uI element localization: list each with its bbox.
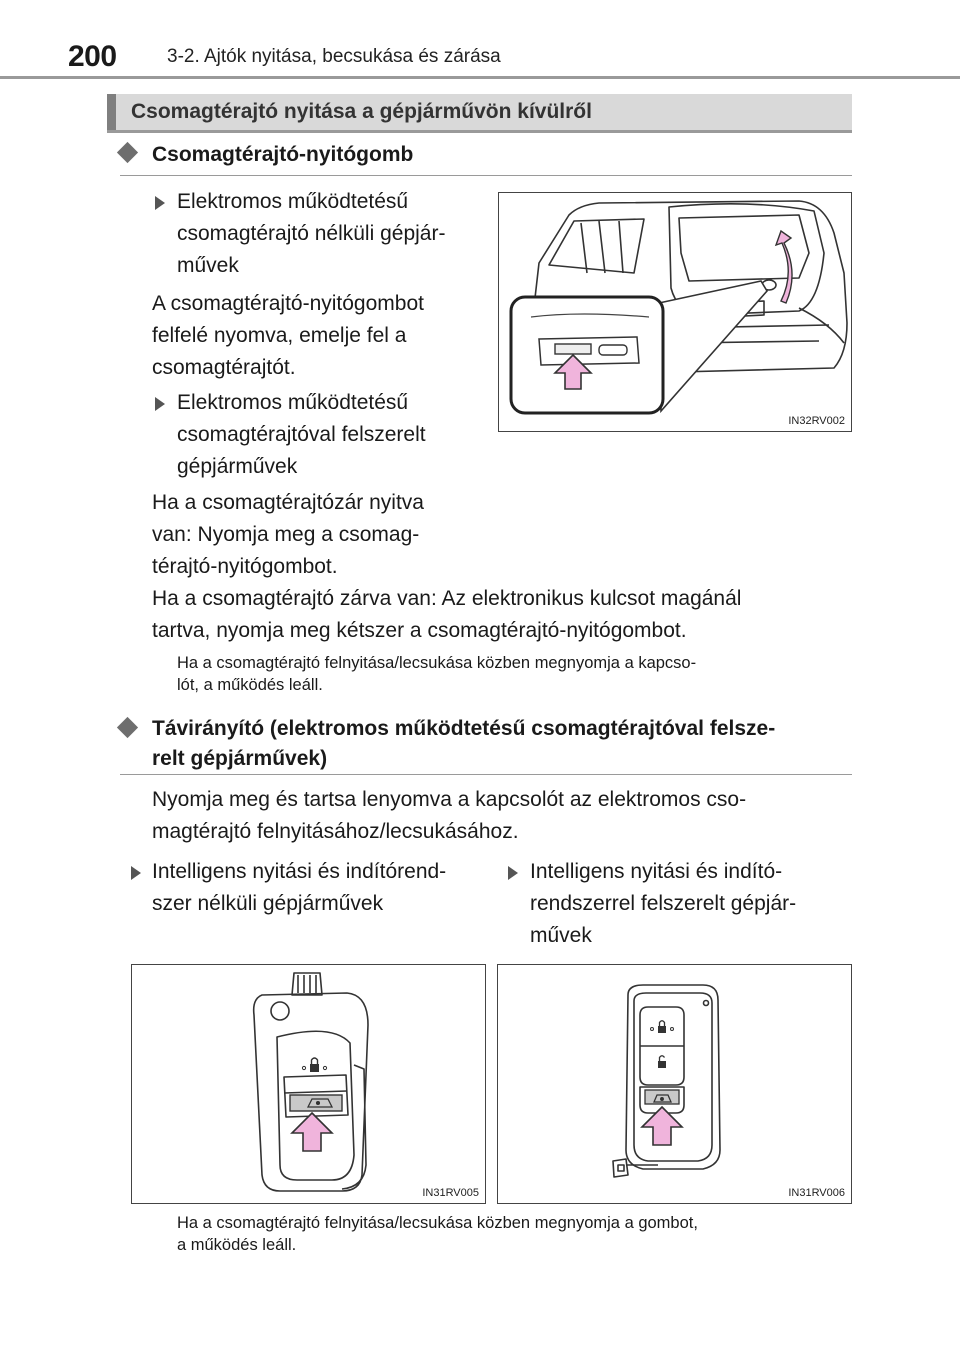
item1-text-line1: A csomagtérajtó-nyitógombot: [152, 292, 424, 315]
diamond-bullet-icon: [120, 140, 135, 165]
item1-label-line3: művek: [177, 254, 239, 277]
curved-arrow-icon: [776, 231, 792, 303]
closed-text-line2: tartva, nyomja meg kétszer a csomagtérajtó-nyitógombot.: [152, 619, 687, 642]
figure-smart-key: [497, 964, 852, 1204]
chapter-title: 3-2. Ajtók nyitása, becsukása és zárása: [167, 46, 501, 67]
item1-label-line2: csomagtérajtó nélküli gépjár-: [177, 222, 446, 245]
figure-rear-car: [498, 192, 852, 432]
note1-line2: lót, a működés leáll.: [177, 676, 323, 694]
item1-text-line3: csomagtérajtót.: [152, 356, 296, 379]
right-label-line2: rendszerrel felszerelt gépjár-: [530, 892, 797, 915]
triangle-bullet-icon: [155, 196, 165, 210]
item1-text-line2: felfelé nyomva, emelje fel a: [152, 324, 407, 347]
item2-label-line3: gépjárművek: [177, 455, 298, 478]
item2-text-line3: térajtó-nyitógombot.: [152, 555, 338, 578]
opener-heading-rule: [120, 175, 852, 176]
rear-car-illustration: [499, 193, 850, 430]
remote-text-line2: magtérajtó felnyitásához/lecsukásához.: [152, 820, 519, 843]
section-title-box: [107, 94, 852, 133]
remote-heading-line2: relt gépjárművek): [152, 747, 328, 770]
note2-line1: Ha a csomagtérajtó felnyitása/lecsukása közben megnyomja a gombot,: [177, 1214, 698, 1232]
lock-icon: [651, 1021, 674, 1033]
remote-text-line1: Nyomja meg és tartsa lenyomva a kapcsolót az elektromos cso-: [152, 788, 747, 811]
unlock-icon: [658, 1056, 666, 1068]
smart-key-illustration: [498, 965, 850, 1202]
remote-heading-line1: Távirányító (elektromos működtetésű csomagtérajtóval felsze-: [152, 717, 776, 740]
section-title-bar: [107, 94, 116, 130]
left-label-line2: szer nélküli gépjárművek: [152, 892, 384, 915]
opener-heading: Csomagtérajtó-nyitógomb: [152, 143, 414, 166]
item2-text-line1: Ha a csomagtérajtózár nyitva: [152, 491, 424, 514]
right-label-line1: Intelligens nyitási és indító-: [530, 860, 783, 883]
flip-key-illustration: [132, 965, 484, 1202]
diamond-bullet-icon: [120, 715, 135, 740]
item2-text-line2: van: Nyomja meg a csomag-: [152, 523, 420, 546]
right-label-line3: művek: [530, 924, 592, 947]
left-label-line1: Intelligens nyitási és indítórend-: [152, 860, 447, 883]
triangle-bullet-icon: [131, 866, 141, 880]
header-rule: [0, 76, 960, 79]
triangle-bullet-icon: [155, 397, 165, 411]
figure-code-left: IN31RV005: [422, 1187, 479, 1199]
section-title: Csomagtérajtó nyitása a gépjárművön kívülről: [131, 100, 592, 123]
trunk-icon: [645, 1090, 679, 1104]
triangle-bullet-icon: [508, 866, 518, 880]
remote-heading-rule: [120, 774, 852, 775]
closed-text-line1: Ha a csomagtérajtó zárva van: Az elektronikus kulcsot magánál: [152, 587, 742, 610]
page-number: 200: [68, 40, 117, 73]
figure-flip-key: [131, 964, 486, 1204]
figure-code-right: IN31RV006: [788, 1187, 845, 1199]
item2-label-line2: csomagtérajtóval felszerelt: [177, 423, 426, 446]
item2-label-line1: Elektromos működtetésű: [177, 391, 409, 414]
note1-line1: Ha a csomagtérajtó felnyitása/lecsukása közben megnyomja a kapcso-: [177, 654, 697, 672]
up-arrow-icon: [292, 1113, 332, 1151]
item1-label-line1: Elektromos működtetésű: [177, 190, 409, 213]
note2-line2: a működés leáll.: [177, 1236, 297, 1254]
figure-code: IN32RV002: [788, 415, 845, 427]
lock-icon: [302, 1058, 326, 1072]
